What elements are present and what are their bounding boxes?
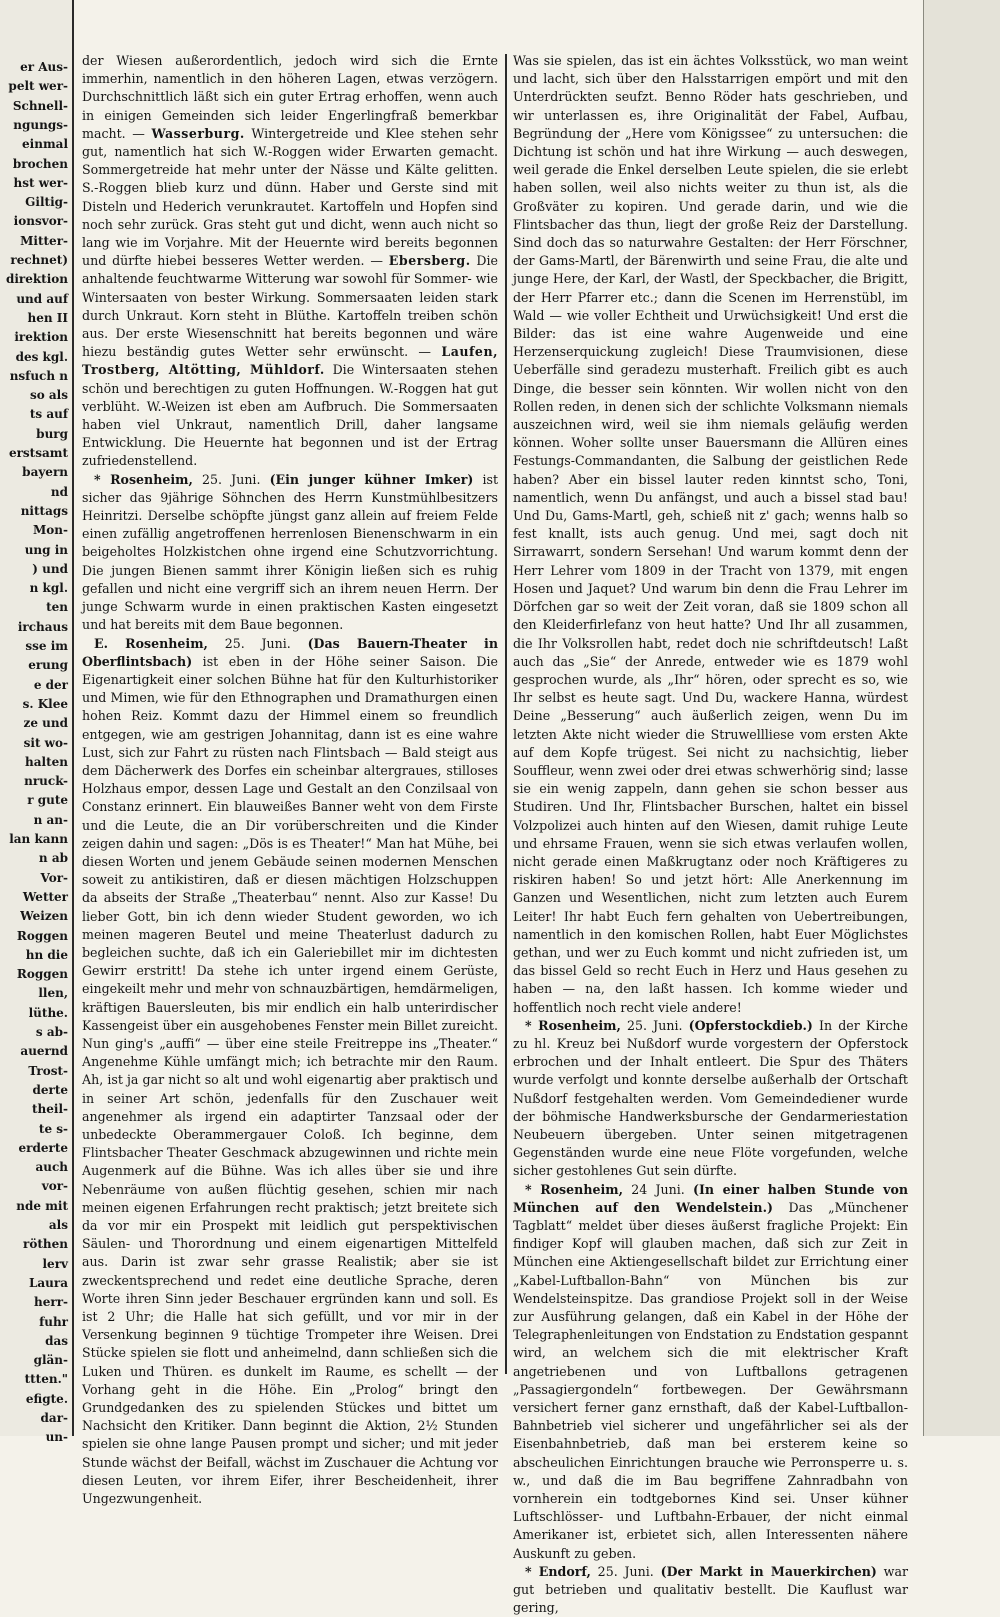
cut-off-text-fragment: Giltig- (25, 195, 68, 210)
dateline-date: 25. Juni. (620, 1017, 689, 1033)
report-location: Laufen, Trostberg, Altötting, Mühldorf. (82, 344, 498, 378)
dateline-date: 25. Juni. (590, 1563, 661, 1579)
cut-off-text-fragment: n ab (38, 851, 68, 866)
cut-off-text-fragment: ionsvor- (13, 214, 68, 229)
dateline-place: * Rosenheim, (94, 471, 193, 487)
cut-off-text-fragment: vor- (41, 1179, 68, 1194)
cut-off-text-fragment: lüthe. (28, 1005, 68, 1020)
cut-off-text-fragment: bayern (22, 465, 68, 480)
cut-off-text-fragment: ngungs- (13, 117, 68, 132)
cut-off-text-fragment: direktion (5, 272, 68, 287)
cut-off-text-fragment: irchaus (17, 619, 68, 634)
news-item (513, 1017, 908, 1181)
dateline-date: 25. Juni. (192, 471, 270, 487)
article-column-left (82, 52, 498, 1508)
next-page-edge (923, 0, 1000, 1436)
item-headline: (In einer halben Stunde von München auf den Wendelstein.) (513, 1181, 908, 1215)
cut-off-text-fragment: und auf (16, 291, 68, 306)
cut-off-text-fragment: Weizen (20, 909, 68, 924)
cut-off-text-fragment: hst wer- (13, 175, 68, 190)
report-location: Wasserburg. (151, 125, 245, 141)
cut-off-text-fragment: Wetter (22, 889, 68, 904)
article-text: Die anhaltende feuchtwarme Witterung war sowohl für Sommer- wie Wintersaaten von bester Wirkung. Sommersaaten leiden stark durch Unkraut. Korn steht in Blüthe. Kartoffeln treiben schön aus. Der erste Wiesenschnitt hat bereits begonnen und wäre hiezu beständig gutes Wetter sehr erwünscht. — (82, 253, 498, 360)
article-text: war gut betrieben und qualitativ bestellt. Die Kauflust war gering, (513, 1563, 908, 1616)
item-headline: (Ein junger kühner Imker) (269, 471, 474, 487)
dateline-place: * Rosenheim, (525, 1181, 623, 1197)
cut-off-text-fragment: efigte. (25, 1391, 68, 1406)
news-item (82, 471, 498, 635)
cut-off-text-fragment: als (48, 1218, 68, 1232)
cut-off-text-fragment: einmal (22, 137, 68, 152)
cut-off-text-fragment: Mitter- (20, 233, 68, 248)
cut-off-text-fragment: nde mit (16, 1198, 68, 1213)
cut-off-text-fragment: Vor- (40, 870, 68, 885)
dateline-date: 25. Juni. (207, 635, 308, 651)
cut-off-text-fragment: lerv (42, 1256, 68, 1271)
article-text: Wintergetreide und Klee stehen sehr gut, namentlich hat sich W.-Roggen wider Erwarten gemacht. Sommergetreide hat mehr unter der Nässe und Kälte gelitten. S.-Roggen blieb kurz und dünn. Haber und Gerste sind mit Disteln und Hederich verunkrautet. Kartoffeln und Hopfen sind noch sehr zurück. Gras steht gut und dicht, wenn auch nicht so lang wie im Vorjahre. Mit der Heuernte wird bereits begonnen und dürfte hiebei besseres Wetter werden. — (82, 125, 499, 269)
cut-off-text-fragment: hn die (25, 947, 68, 962)
cut-off-text-fragment: das (45, 1333, 68, 1348)
article-text: Das „Münchener Tagblatt“ meldet über dieses äußerst fragliche Projekt: Ein findiger Kopf will glauben machen, daß sich zur Zeit in München eine Aktiengesellschaft bildet zur Errichtung einer „Kabel-Luftballon-Bahn“ von München bis zur Wendelsteinspitze. Das grandiose Projekt soll in der Weise zur Ausführung gelangen, daß ein Kabel in der Höhe der Telegraphenleitungen von Endstation zu Endstation gespannt wird, an welchem sich die mit elektrischer Kraft angetriebenen und von Luftballons getragenen „Passagiergondeln“ fortbewegen. Der Gewährsmann versichert ferner ganz ernsthaft, daß der Kabel-Luftballon-Bahnbetrieb viel sicherer und ungefährlicher sei als der Eisenbahnbetrieb, daß man bei ersterem keine so abscheulichen Einrichtungen brauche wie Perronsperre u. s. w., und daß die im Bau begriffene Zahnradbahn von vornherein ein todtgebornes Kind sei. Unser kühner Luftschlösser- und Luftbahn-Erbauer, der nicht einmal Amerikaner ist, erbietet sich, allen Interessenten nähere Auskunft zu geben. (513, 1199, 909, 1561)
cut-off-text-fragment: Trost- (28, 1063, 68, 1078)
item-headline: (Der Markt in Mauerkirchen) (660, 1563, 877, 1579)
cut-off-text-fragment: brochen (12, 156, 68, 171)
news-item (513, 52, 908, 1017)
news-item (513, 1181, 908, 1563)
cut-off-text-fragment: Schnell- (12, 98, 68, 113)
cut-off-text-fragment: des kgl. (15, 349, 68, 364)
cut-off-text-fragment: r gute (27, 793, 68, 808)
cut-off-text-fragment: pelt wer- (8, 79, 68, 94)
cut-off-text-fragment: so als (29, 388, 68, 403)
cut-off-text-fragment: herr- (34, 1295, 68, 1310)
article-text: Was sie spielen, das ist ein ächtes Volksstück, wo man weint und lacht, sich über den Halsstarrigen empört und mit den Unterdrückten seufzt. Benno Röder hats geschrieben, und wir unterlassen es, ihre Originalität der Fabel, Aufbau, Begründung der „Here vom Königssee“ zu untersuchen: die Dichtung ist schön und hat ihre Wirkung — auch deswegen, weil gerade die Enkel derselben Leute spielen, die sie erlebt haben sollen, weil also nichts weiter zu thun ist, als die Großväter zu kopiren. Und gerade darin, und wie die Flintsbacher das thun, liegt der große Reiz der Darstellung. Sind doch das so naturwahre Gestalten: der Herr Förschner, der Gams-Martl, der Bärenwirth und seine Frau, die alte und junge Here, der Karl, der Wastl, der Speckbacher, die Brigitt, der Herr Pfarrer etc.; dann die Scenen im Herrenstübl, im Wald — wie voller Echtheit und Urwüchsigkeit! Und erst die Bilder: das ist eine wahre Augenweide und eine Herzenserquickung zugleich! Diese Traumvisionen, diese Ueberfälle sind geradezu musterhaft. Freilich gibt es auch Dinge, die besser sein könnten. Wir wollen nicht von den Rollen reden, in denen sich der schlichte Volksmann niemals auszeichnen wird, weil sie ihm niemals geläufig werden können. Woher sollte unser Bauersmann die Allüren eines Festungs-Commandanten, die Salbung der geistlichen Rede haben? Aber ein bissel lauter reden kinntst scho, Toni, namentlich, wenn Du anfängst, und auch a bissel stad bau! Und Du, Gams-Martl, geh, schieß nit z' gach; wenns halb so fest knallt, ists auch genug. Und mei, sagt doch nit Sirrawarrt, sondern Sersehan! Und warum kommt denn der Herr Lehrer vom 1809 in der Tracht von 1379, mit engen Hosen und Jaquet? Und warum bin denn die Frau Lehrer im Dörfchen gar so weit der Zeit voran, daß sie 1809 schon all den Kleiderfirlefanz von heut hatte? Und Ihr all zusammen, die Ihr Volksrollen habt, redet doch nie schriftdeutsch! Laßt auch das „Sie“ der Anrede, entweder wie es 1879 wohl gesprochen wurde, als „Ihr“ hören, oder sprecht es so, wie Ihr selbst es heute sagt. Und Du, wackere Hanna, würdest Deine „Besserung“ auch äußerlich zeigen, wenn Du im letzten Akte nicht wieder die Struwellliese vom ersten Akte auf dem Kopfe trügest. Sei nicht zu nachsichtig, lieber Souffleur, wenn zwei oder drei etwas schwerhörig sind; lasse sie ein wenig zappeln, dann gehen sie schon besser aus Studiren. Und Ihr, Flintsbacher Burschen, haltet ein bissel Volzpolizei auch hinten auf den Wiesen, damit ruhige Leute und ehrsame Frauen, wenn sie sich etwas verlaufen wollen, nicht gerade einen Maßkrugtanz oder noch Kräftigeres zu riskiren haben! So und jetzt hört: Alle Anerkennung im Ganzen und Wesentlichen, nicht zum letzten auch Eurem Leiter! Ihr habt Euch fern gehalten von Uebertreibungen, namentlich in den komischen Rollen, habt Euer Möglichstes gethan, und wer zu Euch kommt und nicht zufrieden ist, um das bissel Geld so recht Euch in Herz und Haus gesehen zu haben — na, den laßt hassen. Ich komme wieder und hoffentlich noch recht viele andere! (513, 53, 908, 1015)
cut-off-text-fragment: röthen (23, 1237, 68, 1252)
cut-off-text-fragment: glän- (33, 1353, 68, 1368)
cut-off-text-fragment: sse im (25, 639, 68, 653)
news-item (513, 1563, 908, 1617)
cut-off-text-fragment: Laura (28, 1275, 68, 1290)
dateline-date: 24 Juni. (622, 1181, 693, 1197)
item-headline: (Opferstockdieb.) (688, 1017, 813, 1033)
article-column-right (513, 52, 908, 1617)
cut-off-text-fragment: dar- (40, 1411, 68, 1425)
cut-off-text-fragment: ) und (32, 561, 68, 576)
cut-off-text-fragment: nsfuch n (9, 368, 68, 383)
cut-off-text-fragment: te s- (38, 1121, 68, 1136)
cut-off-text-fragment: llen, (38, 986, 68, 1001)
cut-off-text-fragment: ten (46, 600, 68, 615)
cut-off-text-fragment: s ab- (35, 1025, 68, 1039)
cut-off-text-fragment: Roggen (16, 928, 68, 943)
cut-off-text-fragment: ts auf (29, 407, 68, 422)
dateline-place: * Endorf, (525, 1563, 591, 1579)
cut-off-text-fragment: hen II (27, 310, 68, 325)
dateline-place: E. Rosenheim, (94, 635, 208, 651)
cut-off-text-fragment: irektion (14, 330, 68, 345)
cut-off-text-fragment: sit wo- (23, 735, 68, 750)
cut-off-text-fragment: derte (32, 1082, 68, 1097)
cut-off-text-fragment: n an- (33, 812, 68, 827)
cut-off-text-fragment: rechnet) (10, 253, 68, 267)
cut-off-text-fragment: ttten." (24, 1372, 68, 1387)
cut-off-text-fragment: fuhr (39, 1314, 68, 1329)
cut-off-text-fragment: nruck- (24, 774, 68, 789)
dateline-place: * Rosenheim, (525, 1017, 621, 1033)
news-item (82, 52, 498, 471)
cut-off-text-fragment: Mon- (33, 523, 68, 538)
article-text: ist sicher das 9jährige Söhnchen des Herrn Kunstmühlbesitzers Heinritzi. Derselbe schöpfte jüngst ganz allein auf freiem Felde einen zufällig angetroffenen herrenlosen Bienenschwarm in ein beigeholtes Holzkistchen ohne irgend eine Schutzvorrichtung. Die jungen Bienen sammt ihrer Königin ließen sich es ruhig gefallen und nicht eine vergriff sich an ihrem neuen Herrn. Der junge Schwarm wurde in einen praktischen Kasten eingesetzt und hat bereits mit dem Baue begonnen. (82, 471, 499, 633)
cut-off-text-fragment: ung in (24, 542, 68, 557)
column-divider (505, 54, 507, 1374)
cut-off-text-fragment: nd (50, 484, 68, 499)
cut-off-text-fragment: ze und (23, 716, 68, 731)
cut-off-text-fragment: erung (28, 658, 68, 673)
cut-off-text-fragment: halten (25, 754, 68, 769)
article-text: In der Kirche zu hl. Kreuz bei Nußdorf wurde vorgestern der Opferstock erbrochen und der Inhalt entleert. Die Spur des Thäters wurde verfolgt und konnte derselbe außerhalb der Ortschaft Nußdorf festgehalten werden. Vom Gemeindediener wurde der böhmische Handwerksbursche der Gendarmeriestation Neubeuern übergeben. Unter seinen mitgetragenen Gegenständen wurde eine neue Flöte vorgefunden, welche sicher gestohlenes Gut sein dürfte. (513, 1017, 908, 1179)
news-item (82, 635, 498, 1509)
article-text: Die Wintersaaten stehen schön und berechtigen zu guten Hoffnungen. W.-Roggen hat gut verblüht. W.-Weizen ist eben am Aufbruch. Die Sommersaaten haben viel Unkraut, namentlich Drill, daher langsame Entwicklung. Die Heuernte hat begonnen und ist der Ertrag zufriedenstellend. (82, 362, 498, 469)
cut-off-text-fragment: theil- (32, 1102, 68, 1117)
cut-off-text-fragment: erderte (18, 1140, 68, 1155)
article-text: der Wiesen außerordentlich, jedoch wird sich die Ernte immerhin, namentlich in den höheren Lagen, etwas verzögern. Durchschnittlich läßt sich ein guter Ertrag erhoffen, wenn auch in einigen Gemeinden sich leider Engerlingfraß bemerkbar macht. — (82, 53, 498, 141)
cut-off-text-fragment: lan kann (9, 832, 68, 846)
cut-off-text-fragment: auernd (20, 1044, 68, 1059)
item-headline: (Das Bauern-Theater in Oberflintsbach) (82, 635, 498, 669)
cut-off-text-fragment: er Aus- (20, 60, 68, 74)
cut-off-text-fragment: nittags (20, 503, 68, 518)
cut-off-text-fragment: erstsamt (8, 446, 68, 460)
cut-off-text-fragment: e der (33, 677, 68, 692)
cut-off-text-fragment: n kgl. (29, 581, 68, 596)
cut-off-text-fragment: Roggen (16, 967, 68, 982)
cut-off-text-fragment: un- (45, 1430, 68, 1445)
cut-off-text-fragment: burg (36, 426, 68, 441)
previous-page-edge (0, 0, 74, 1445)
article-text: ist eben in der Höhe seiner Saison. Die Eigenartigkeit einer solchen Bühne hat für den Kulturhistoriker und Mimen, wie für den Ethnographen und Dramathurgen einen hohen Reiz. Kommt dazu der Himmel einem so freundlich entgegen, wie am gestrigen Johannitag, dann ist es eine wahre Lust, sich zur Fahrt zu rüsten nach Flintsbach — Bald steigt aus dem Dächerwerk des Dorfes ein scheinbar altergraues, stilloses Holzhaus empor, dessen Lage und Gestalt an den Conzilsaal von Constanz erinnert. Ein blauweißes Banner weht von dem Firste und die Leute, die an Dir vorüberschreiten und die Kinder zeigen dahin und sagen: „Dös is es Theater!“ Man hat Mühe, bei diesen Worten und jenem Gebäude seinen modernen Menschen soweit zu antikistiren, daß er diesen mächtigen Holzschuppen da abseits der Straße „Theaterbau“ nennt. Also zur Kasse! Du lieber Gott, bin ich denn wieder Student geworden, wo ich meinen mageren Beutel und meine Theaterlust dadurch zu begleichen suchte, daß ich ein Galeriebillet mir im dichtesten Gewirr erstritt! Da stehe ich unter irgend einem Gerüste, eingekeilt mehr und mehr von schnauzbärtigen, hemdärmeligen, kräftigen Bauersleuten, bis mir endlich ein halb unterirdischer Kassengeist über ein ausgehobenes Fenster mein Billet zureicht. Nun ging's „auffi“ — über eine steile Freitreppe ins „Theater.“ Angenehme Kühle umfängt mich; ich betrachte mir den Raum. Ah, ist ja gar nicht so alt und wohl eigenartig aber praktisch und in seiner Art schön, jedenfalls für den Zuschauer weit angenehmer als irgend ein adaptirter Tanzsaal oder der unbedeckte Oberammergauer Coloß. Ich beginne, dem Flintsbacher Theater Geschmack abzugewinnen und richte mein Augenmerk auf die Bühne. Was ich alles über sie und ihre Nebenräume von außen flüchtig gesehen, schien mir nach meinen eigenen Erfahrungen recht praktisch; jetzt breitete sich da vor mir ein Prospekt mit leidlich gut perspektivischen Säulen- und Thorordnung und einem eigenartigen Mittelfeld aus. Darin ist zwar sehr grasse Realistik; aber sie ist zweckentsprechend und redet eine deutliche Sprache, deren Worte ihren Sinn jeder Beschauer ergründen kann und soll. Es ist 2 Uhr; die Halle hat sich gefüllt, und vor mir in der Versenkung beginnen 9 tüchtige Trompeter ihre Weisen. Drei Stücke spielen sie flott und anheimelnd, dann schließen sich die Luken und Thüren. es dunkelt im Raume, es schellt — der Vorhang geht in die Höhe. Ein „Prolog“ bringt den Grundgedanken des zu spielenden Stückes und bittet um Nachsicht den Kritiker. Dann beginnt die Aktion, 2½ Stunden spielen sie ohne lange Pausen prompt und sicher; und mit jeder Stunde wächst der Beifall, wächst im Zuschauer die Achtung vor diesen Leuten, vor ihrem Eifer, ihrer Bescheidenheit, ihrer Ungezwungenheit. (82, 653, 498, 1507)
cut-off-text-fragment: auch (35, 1160, 68, 1175)
cut-off-text-fragment: s. Klee (22, 696, 68, 711)
report-location: Ebersberg. (388, 253, 471, 269)
